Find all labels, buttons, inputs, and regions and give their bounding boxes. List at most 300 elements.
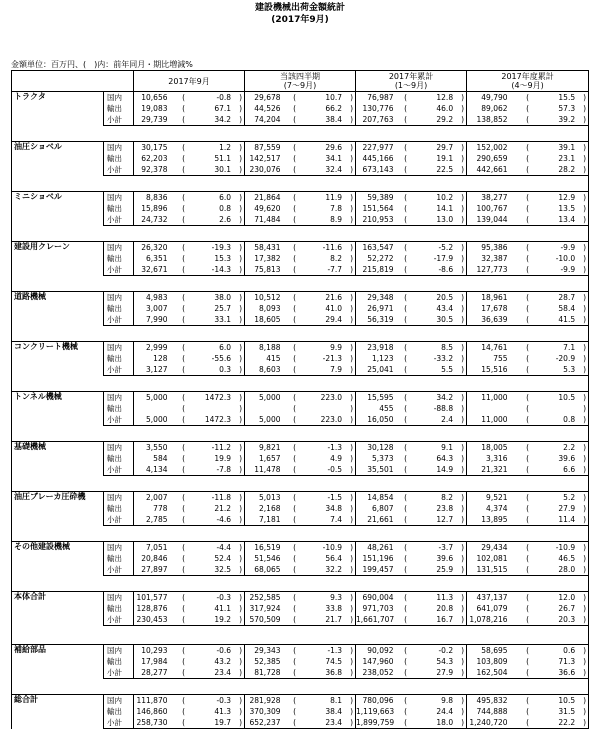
change-percent <box>285 442 356 454</box>
paren-open: ( <box>182 115 186 124</box>
paren-close: ) <box>461 354 465 363</box>
paren-close: ) <box>461 315 465 324</box>
change-value: 7.1 <box>563 343 576 352</box>
row-type-label: 小計 <box>104 717 134 729</box>
paren-close: ) <box>350 293 354 302</box>
change-percent <box>285 264 356 276</box>
paren-open: ( <box>293 593 297 602</box>
paren-close: ) <box>350 165 354 174</box>
row-type-label: 国内 <box>104 92 134 104</box>
change-value: 46.5 <box>558 554 576 563</box>
paren-open: ( <box>293 718 297 727</box>
paren-close: ) <box>239 115 243 124</box>
change-percent <box>398 203 467 214</box>
change-percent <box>285 503 356 514</box>
change-value: 7.9 <box>330 365 343 374</box>
change-value: 11.3 <box>436 593 454 602</box>
amount-value: 10,512 <box>245 292 285 304</box>
change-percent <box>398 667 467 679</box>
amount-value: 18,605 <box>245 314 285 326</box>
paren-open: ( <box>182 493 186 502</box>
paren-close: ) <box>350 454 354 463</box>
amount-value: 1,078,216 <box>467 614 512 626</box>
row-type-label: 小計 <box>104 514 134 526</box>
paren-close: ) <box>350 115 354 124</box>
paren-close: ) <box>583 493 587 502</box>
amount-value: 90,092 <box>356 645 398 657</box>
paren-close: ) <box>583 354 587 363</box>
paren-open: ( <box>182 504 186 513</box>
paren-open: ( <box>526 154 530 163</box>
change-value: -5.2 <box>438 243 454 252</box>
change-percent <box>172 364 245 376</box>
change-percent <box>398 564 467 576</box>
paren-open: ( <box>404 293 408 302</box>
change-percent <box>512 717 589 729</box>
amount-value: 19,083 <box>141 104 168 113</box>
paren-open: ( <box>404 718 408 727</box>
paren-close: ) <box>583 365 587 374</box>
change-percent <box>398 364 467 376</box>
amount-value: 10,656 <box>134 92 172 104</box>
paren-close: ) <box>461 93 465 102</box>
amount-value: 30,128 <box>356 442 398 454</box>
amount-value: 101,577 <box>134 592 172 604</box>
paren-close: ) <box>239 554 243 563</box>
change-percent <box>512 392 589 404</box>
paren-open: ( <box>404 393 408 402</box>
change-percent <box>172 114 245 126</box>
change-value: 1472.3 <box>204 415 232 424</box>
change-value: 19.1 <box>436 154 454 163</box>
change-value: 7.4 <box>330 515 343 524</box>
paren-close: ) <box>239 293 243 302</box>
paren-close: ) <box>461 646 465 655</box>
change-value: 26.7 <box>558 604 576 613</box>
paren-close: ) <box>461 404 465 413</box>
paren-open: ( <box>182 465 186 474</box>
paren-close: ) <box>350 493 354 502</box>
change-value: -0.8 <box>216 93 232 102</box>
amount-value: 8,093 <box>259 304 281 313</box>
change-value: -1.5 <box>327 493 343 502</box>
change-value: 32.2 <box>325 565 343 574</box>
change-percent <box>285 153 356 164</box>
paren-close: ) <box>583 193 587 202</box>
change-value: 11.4 <box>558 515 576 524</box>
paren-open: ( <box>182 707 186 716</box>
change-value: 0.6 <box>563 646 576 655</box>
group-spacer <box>12 376 589 392</box>
amount-value: 3,550 <box>134 442 172 454</box>
change-value: 38.0 <box>214 293 232 302</box>
change-value: 41.1 <box>214 604 232 613</box>
change-percent <box>172 153 245 164</box>
change-value: 39.1 <box>558 143 576 152</box>
amount-value: 21,321 <box>467 464 512 476</box>
paren-open: ( <box>293 204 297 213</box>
paren-close: ) <box>583 393 587 402</box>
amount-value: 258,730 <box>134 717 172 729</box>
change-value: 34.1 <box>325 154 343 163</box>
paren-open: ( <box>182 696 186 705</box>
change-value: 57.3 <box>558 104 576 113</box>
amount-value: 6,807 <box>372 504 394 513</box>
row-type-label: 国内 <box>104 292 134 304</box>
paren-open: ( <box>526 165 530 174</box>
change-percent <box>285 303 356 314</box>
paren-close: ) <box>350 415 354 424</box>
paren-open: ( <box>404 565 408 574</box>
paren-close: ) <box>239 543 243 552</box>
paren-open: ( <box>293 254 297 263</box>
row-type-label: 輸出 <box>104 656 134 667</box>
paren-close: ) <box>461 393 465 402</box>
paren-close: ) <box>239 504 243 513</box>
paren-open: ( <box>526 215 530 224</box>
paren-open: ( <box>526 415 530 424</box>
paren-close: ) <box>350 515 354 524</box>
paren-close: ) <box>461 493 465 502</box>
paren-open: ( <box>404 165 408 174</box>
change-percent <box>398 553 467 564</box>
change-percent <box>285 164 356 176</box>
paren-open: ( <box>293 193 297 202</box>
change-value: 9.9 <box>330 343 343 352</box>
change-value: 23.1 <box>558 154 576 163</box>
row-type-label: 国内 <box>104 342 134 354</box>
change-percent <box>285 364 356 376</box>
change-percent <box>172 464 245 476</box>
paren-open: ( <box>293 104 297 113</box>
change-percent <box>398 392 467 404</box>
paren-open: ( <box>293 604 297 613</box>
amount-value: 76,987 <box>356 92 398 104</box>
change-value: 30.1 <box>214 165 232 174</box>
change-value: 64.3 <box>436 454 454 463</box>
paren-close: ) <box>461 215 465 224</box>
amount-value: 10,293 <box>134 645 172 657</box>
category-label: その他建設機械 <box>12 542 104 576</box>
paren-open: ( <box>404 454 408 463</box>
change-value: 21.6 <box>325 293 343 302</box>
paren-open: ( <box>526 393 530 402</box>
table-row <box>12 392 589 404</box>
paren-open: ( <box>293 668 297 677</box>
amount-value: 652,237 <box>245 717 285 729</box>
change-value: 8.2 <box>441 493 454 502</box>
paren-close: ) <box>583 515 587 524</box>
paren-close: ) <box>461 565 465 574</box>
row-type-label: 国内 <box>104 242 134 254</box>
paren-close: ) <box>239 304 243 313</box>
paren-open: ( <box>526 718 530 727</box>
col-header: 2017年度累計 (4〜9月) <box>467 71 589 92</box>
change-percent <box>172 503 245 514</box>
change-percent <box>398 114 467 126</box>
change-percent <box>398 514 467 526</box>
group-spacer <box>12 679 589 695</box>
change-value: 27.9 <box>436 668 454 677</box>
change-value: 33.8 <box>325 604 343 613</box>
change-value: -19.3 <box>211 243 232 252</box>
paren-open: ( <box>404 254 408 263</box>
amount-value: 971,703 <box>362 604 394 613</box>
paren-open: ( <box>526 646 530 655</box>
amount-value: 227,977 <box>356 142 398 154</box>
change-value: 9.3 <box>330 593 343 602</box>
paren-open: ( <box>182 718 186 727</box>
paren-open: ( <box>526 593 530 602</box>
paren-open: ( <box>182 343 186 352</box>
change-value: 23.4 <box>214 668 232 677</box>
paren-open: ( <box>293 215 297 224</box>
change-value: -4.4 <box>216 543 232 552</box>
paren-open: ( <box>182 593 186 602</box>
paren-close: ) <box>583 646 587 655</box>
paren-close: ) <box>461 415 465 424</box>
paren-open: ( <box>526 443 530 452</box>
amount-value: 5,000 <box>245 392 285 404</box>
change-value: 58.4 <box>558 304 576 313</box>
change-value: 20.5 <box>436 293 454 302</box>
change-percent <box>512 706 589 717</box>
paren-close: ) <box>583 443 587 452</box>
paren-open: ( <box>526 115 530 124</box>
change-percent <box>398 717 467 729</box>
paren-close: ) <box>461 465 465 474</box>
change-value: -7.8 <box>216 465 232 474</box>
amount-value: 151,196 <box>362 554 394 563</box>
change-percent <box>512 303 589 314</box>
change-percent <box>172 614 245 626</box>
change-percent <box>285 492 356 504</box>
amount-value: 6,351 <box>146 254 168 263</box>
paren-close: ) <box>350 504 354 513</box>
table-row <box>12 592 589 604</box>
change-percent <box>172 242 245 254</box>
paren-close: ) <box>583 104 587 113</box>
paren-open: ( <box>293 415 297 424</box>
amount-value: 58,431 <box>245 242 285 254</box>
amount-value: 17,984 <box>141 657 168 666</box>
paren-close: ) <box>583 315 587 324</box>
group-spacer <box>12 276 589 292</box>
change-value: 66.2 <box>325 104 343 113</box>
paren-close: ) <box>583 415 587 424</box>
paren-open: ( <box>293 265 297 274</box>
paren-open: ( <box>293 304 297 313</box>
amount-value: 437,137 <box>467 592 512 604</box>
change-value: 19.7 <box>214 718 232 727</box>
amount-value: 29,348 <box>356 292 398 304</box>
paren-open: ( <box>526 515 530 524</box>
amount-value: 139,044 <box>467 214 512 226</box>
change-percent <box>285 592 356 604</box>
change-value: 13.5 <box>558 204 576 213</box>
paren-open: ( <box>293 646 297 655</box>
change-value: 5.3 <box>563 365 576 374</box>
paren-open: ( <box>404 154 408 163</box>
change-percent <box>398 242 467 254</box>
change-value: 41.5 <box>558 315 576 324</box>
row-type-label: 小計 <box>104 114 134 126</box>
change-percent <box>512 142 589 154</box>
paren-close: ) <box>239 254 243 263</box>
paren-close: ) <box>461 707 465 716</box>
paren-close: ) <box>350 215 354 224</box>
change-percent <box>398 695 467 707</box>
paren-open: ( <box>404 193 408 202</box>
change-value: -9.9 <box>560 265 576 274</box>
paren-close: ) <box>350 354 354 363</box>
group-spacer <box>12 526 589 542</box>
amount-value: 5,000 <box>134 392 172 404</box>
change-value: 24.4 <box>436 707 454 716</box>
category-label: 建設用クレーン <box>12 242 104 276</box>
category-label: 油圧ブレーカ圧砕機 <box>12 492 104 526</box>
amount-value: 1,657 <box>259 454 281 463</box>
table-row <box>12 492 589 504</box>
paren-open: ( <box>526 465 530 474</box>
amount-value: 290,659 <box>476 154 508 163</box>
amount-value: 25,041 <box>356 364 398 376</box>
amount-value: 52,272 <box>367 254 394 263</box>
amount-value: 92,378 <box>134 164 172 176</box>
change-value: -10.9 <box>555 543 576 552</box>
table-row <box>12 542 589 554</box>
row-type-label: 国内 <box>104 442 134 454</box>
change-value: 51.1 <box>214 154 232 163</box>
change-value: 28.7 <box>558 293 576 302</box>
change-percent <box>398 292 467 304</box>
change-value: -0.5 <box>327 465 343 474</box>
change-percent <box>172 292 245 304</box>
change-percent <box>285 553 356 564</box>
change-value: 54.3 <box>436 657 454 666</box>
paren-open: ( <box>293 154 297 163</box>
change-value: 36.8 <box>325 668 343 677</box>
change-percent <box>285 717 356 729</box>
paren-close: ) <box>350 646 354 655</box>
amount-value: 1,119,663 <box>356 707 395 716</box>
paren-close: ) <box>583 215 587 224</box>
group-spacer <box>12 626 589 645</box>
amount-value: 71,484 <box>245 214 285 226</box>
paren-open: ( <box>526 543 530 552</box>
paren-open: ( <box>526 354 530 363</box>
paren-close: ) <box>461 143 465 152</box>
change-percent <box>512 264 589 276</box>
col-header: 2017年累計 (1〜9月) <box>356 71 467 92</box>
paren-close: ) <box>583 604 587 613</box>
amount-value: 744,888 <box>476 707 508 716</box>
paren-close: ) <box>239 657 243 666</box>
paren-open: ( <box>182 454 186 463</box>
change-value: 13.4 <box>558 215 576 224</box>
paren-open: ( <box>404 668 408 677</box>
change-value: -20.9 <box>555 354 576 363</box>
amount-value: 29,434 <box>467 542 512 554</box>
amount-value: 95,386 <box>467 242 512 254</box>
table-row <box>12 292 589 304</box>
amount-value: 230,076 <box>245 164 285 176</box>
amount-value: 641,079 <box>476 604 508 613</box>
paren-close: ) <box>461 165 465 174</box>
amount-value: 21,864 <box>245 192 285 204</box>
paren-open: ( <box>182 515 186 524</box>
paren-open: ( <box>182 254 186 263</box>
paren-close: ) <box>583 154 587 163</box>
amount-value: 62,203 <box>141 154 168 163</box>
paren-open: ( <box>404 104 408 113</box>
change-percent <box>398 464 467 476</box>
change-percent <box>398 214 467 226</box>
paren-open: ( <box>182 265 186 274</box>
change-percent <box>512 242 589 254</box>
amount-value: 370,309 <box>249 707 281 716</box>
paren-open: ( <box>293 615 297 624</box>
amount-value: 56,319 <box>356 314 398 326</box>
paren-open: ( <box>404 493 408 502</box>
paren-close: ) <box>461 254 465 263</box>
paren-close: ) <box>461 115 465 124</box>
change-percent <box>172 314 245 326</box>
paren-close: ) <box>583 404 587 413</box>
change-percent <box>512 92 589 104</box>
change-value: 22.2 <box>558 718 576 727</box>
change-percent <box>172 645 245 657</box>
row-type-label: 小計 <box>104 614 134 626</box>
paren-close: ) <box>350 104 354 113</box>
paren-open: ( <box>182 543 186 552</box>
paren-open: ( <box>526 193 530 202</box>
amount-value: 1,123 <box>372 354 394 363</box>
amount-value: 8,836 <box>134 192 172 204</box>
amount-value: 15,516 <box>467 364 512 376</box>
amount-value: 44,526 <box>254 104 281 113</box>
row-type-label: 国内 <box>104 142 134 154</box>
change-percent <box>398 264 467 276</box>
paren-close: ) <box>461 265 465 274</box>
paren-close: ) <box>583 293 587 302</box>
change-percent <box>172 214 245 226</box>
change-value: 12.8 <box>436 93 454 102</box>
change-percent <box>172 414 245 426</box>
paren-close: ) <box>583 304 587 313</box>
row-type-label: 国内 <box>104 542 134 554</box>
change-value: 41.0 <box>325 304 343 313</box>
change-value: 12.9 <box>558 193 576 202</box>
change-value: 12.0 <box>558 593 576 602</box>
change-value: 13.0 <box>436 215 454 224</box>
change-value: 14.9 <box>436 465 454 474</box>
amount-value: 30,175 <box>134 142 172 154</box>
paren-close: ) <box>239 493 243 502</box>
paren-close: ) <box>583 115 587 124</box>
paren-close: ) <box>239 565 243 574</box>
paren-open: ( <box>293 315 297 324</box>
row-type-label: 輸出 <box>104 153 134 164</box>
paren-close: ) <box>239 243 243 252</box>
paren-close: ) <box>350 93 354 102</box>
change-value: 2.6 <box>219 215 232 224</box>
amount-value: 13,895 <box>467 514 512 526</box>
paren-open: ( <box>182 646 186 655</box>
paren-open: ( <box>182 193 186 202</box>
change-percent <box>285 656 356 667</box>
paren-open: ( <box>182 554 186 563</box>
